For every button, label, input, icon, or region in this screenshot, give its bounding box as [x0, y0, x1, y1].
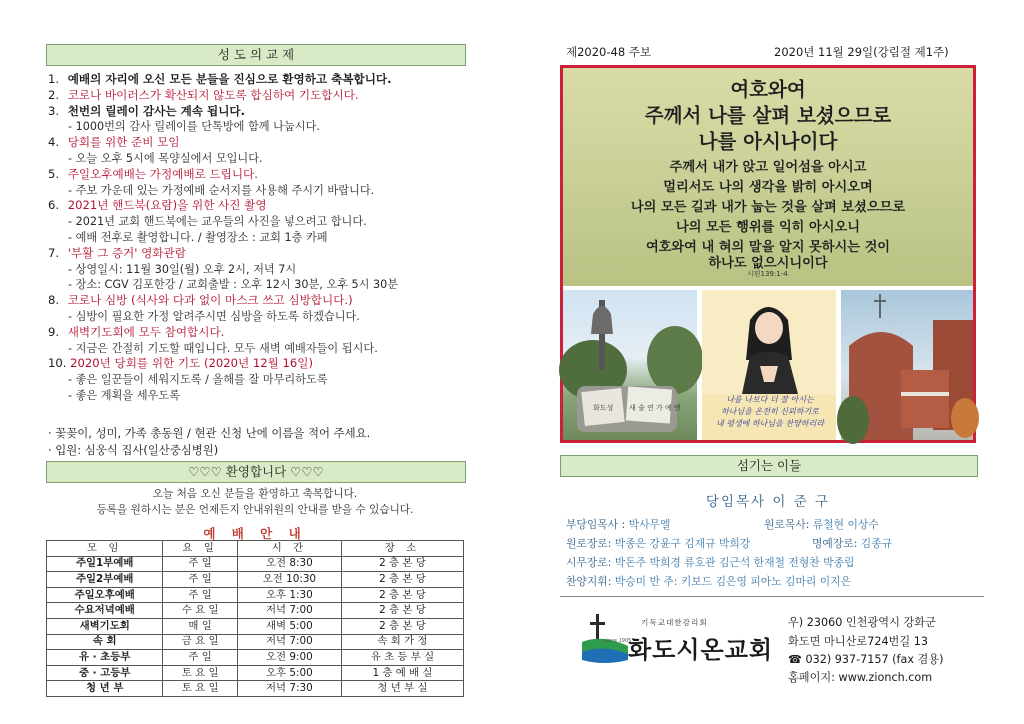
service-cell: 청 년 부 실: [341, 681, 463, 697]
service-cell: 수 요 일: [163, 603, 237, 619]
item-number: 10.: [48, 356, 67, 371]
verse-reference: 시편139:1-4: [747, 270, 788, 278]
item-text: 예배의 자리에 오신 모든 분들을 진심으로 환영하고 축복합니다.: [67, 72, 392, 86]
announcement-item: [48, 356, 478, 372]
verse-line-3: 나의 모든 길과 내가 눕는 것을 살펴 보셨으므로: [630, 200, 906, 215]
announcement-detail: - 지금은 간절히 기도할 때입니다. 모두 새벽 예배자들이 됩시다.: [68, 341, 378, 355]
service-cell: 주일1부예배: [47, 556, 163, 572]
staff-label-2: 명예장로: 김종규: [812, 537, 893, 550]
item-text: 2020년 당회를 위한 기도 (2020년 12월 16일): [70, 356, 314, 371]
verse-title-3: 나를 아시나이다: [698, 130, 838, 153]
service-cell: 주일2부예배: [47, 572, 163, 588]
item-text: 천번의 릴레이 감사는 계속 됩니다.: [67, 103, 246, 118]
service-cell: 수요저녁예배: [47, 603, 163, 619]
service-row: [47, 572, 464, 588]
announcement-detail: - 2021년 교회 핸드북에는 교우들의 사진을 넣으려고 합니다.: [68, 215, 367, 229]
service-cell: 주 일: [163, 650, 237, 666]
staff-line-4: [566, 574, 986, 589]
service-cell: 청 년 부: [47, 681, 163, 697]
verse-line-1: 주께서 내가 앉고 일어섬을 아시고: [669, 160, 867, 175]
fellowship-header: [46, 44, 466, 66]
service-column-header: 시 간: [237, 541, 341, 557]
service-guide-title: 예 배 안 내: [203, 526, 307, 541]
service-cell: 오전 10:30: [237, 572, 341, 588]
item-number: 6.: [48, 198, 60, 213]
staff-label: 원로장로:: [566, 537, 615, 550]
welcome-line-2: 등록을 원하시는 분은 언제든지 안내위원의 안내를 받을 수 있습니다.: [96, 504, 414, 516]
announcement-item: [48, 88, 478, 104]
church-logo-icon: [582, 612, 632, 664]
service-cell: 새벽기도회: [47, 618, 163, 634]
service-cell: 저녁 7:00: [237, 634, 341, 650]
bell-monument-image: [563, 290, 697, 440]
verse-line-2: 멀리서도 나의 생각을 밝히 아시오며: [663, 180, 873, 195]
service-cell: 속 회: [47, 634, 163, 650]
service-cell: 토 요 일: [163, 665, 237, 681]
footer-divider: [560, 596, 984, 597]
note-flowers: · 꽃꽂이, 성미, 가족 총동원 / 현관 신청 난에 이름을 적어 주세요.: [48, 426, 371, 440]
service-column-header: 요 일: [163, 541, 237, 557]
announcement-detail: - 상영일시: 11월 30일(월) 오후 2시, 저녁 7시: [68, 262, 297, 276]
announcement-item: [48, 135, 478, 151]
announcement-detail: - 좋은 계획을 세우도록: [68, 388, 180, 402]
verse-line-4: 나의 모든 행위를 익히 아시오니: [676, 220, 860, 235]
service-column-header: 모 임: [47, 541, 163, 557]
announcement-detail: - 오늘 오후 5시에 목양실에서 모입니다.: [68, 151, 263, 165]
cartoon-panel: [702, 290, 836, 440]
announcement-item: [48, 167, 478, 183]
service-cell: 저녁 7:30: [237, 681, 341, 697]
staff-names: 박종은 강윤구 김재규 박희강: [614, 537, 751, 550]
verse-title-1: 여호와여: [730, 78, 806, 101]
announcement-list: [48, 72, 478, 404]
announcement-detail: - 장소: CGV 김포한강 / 교회출발 : 오후 12시 30분, 오후 5시 30분: [68, 278, 399, 292]
staff-names: 박사무엘: [628, 518, 671, 531]
homepage-line: 홈페이지: www.zionch.com: [788, 671, 933, 684]
service-cell: 금 요 일: [163, 634, 237, 650]
service-cell: 매 일: [163, 618, 237, 634]
service-table: [46, 540, 464, 697]
notes-block: [48, 425, 370, 459]
item-text: 새벽기도회에 모두 참여합시다.: [67, 324, 225, 339]
announcement-item: [48, 104, 478, 120]
service-cell: 중 · 고등부: [47, 665, 163, 681]
cartoon-caption: [708, 394, 832, 430]
service-row: [47, 665, 464, 681]
staff-line-1: [566, 517, 986, 532]
cartoon-line-2: 하나님을 온전히 신뢰하기로: [721, 407, 819, 416]
announcement-item: [48, 325, 478, 341]
issue-date: 2020년 11월 29일(강림절 제1주): [774, 45, 949, 59]
service-cell: 유 · 초등부: [47, 650, 163, 666]
announcement-detail: - 좋은 일꾼들이 세워지도록 / 올해를 잘 마무리하도록: [68, 373, 328, 387]
service-cell: 2 층 본 당: [341, 618, 463, 634]
service-row: [47, 556, 464, 572]
service-cell: 2 층 본 당: [341, 587, 463, 603]
announcement-detail: - 심방이 필요한 가정 알려주시면 심방을 하도록 하겠습니다.: [68, 309, 360, 323]
service-cell: 2 층 본 당: [341, 603, 463, 619]
service-row: [47, 618, 464, 634]
issue-number: 제2020-48 주보: [566, 45, 652, 59]
item-number: 4.: [48, 135, 60, 150]
welcome-line-1: 오늘 처음 오신 분들을 환영하고 축복합니다.: [152, 488, 358, 500]
church-building-image: [841, 290, 973, 440]
service-cell: 주 일: [163, 556, 237, 572]
service-cell: 오전 9:00: [237, 650, 341, 666]
staff-names: 박돈주 박희경 류호관 김근석 한재철 전형찬 박종립: [614, 556, 855, 569]
announcement-detail: - 1000번의 감사 릴레이를 단톡방에 함께 나눕시다.: [68, 120, 320, 134]
service-row: [47, 650, 464, 666]
item-text: 코로나 심방 (식사와 다과 없이 마스크 쓰고 심방합니다.): [67, 293, 353, 308]
logo-since-text: since 1905: [604, 638, 632, 644]
item-text: 당회를 위한 준비 모임: [67, 135, 180, 150]
service-cell: 1 층 예 배 실: [341, 665, 463, 681]
service-cell: 주일오후예배: [47, 587, 163, 603]
item-text: '부활 그 증거' 영화관람: [67, 245, 186, 260]
announcement-item: [48, 72, 478, 88]
verse-title-2: 주께서 나를 살펴 보셨으므로: [644, 104, 892, 127]
service-cell: 새벽 5:00: [237, 618, 341, 634]
item-number: 3.: [48, 103, 60, 118]
monument-inscription-1: 화도성: [593, 404, 614, 412]
service-cell: 2 층 본 당: [341, 556, 463, 572]
service-cell: 속 회 가 정: [341, 634, 463, 650]
service-cell: 토 요 일: [163, 681, 237, 697]
note-hospital: · 입원: 심웅식 집사(일산중심병원): [48, 443, 219, 457]
announcement-detail: - 예배 전후로 촬영합니다. / 촬영장소 : 교회 1층 카페: [68, 230, 328, 244]
item-number: 9.: [48, 324, 60, 339]
staff-line-2: [566, 536, 986, 551]
denomination-label: 기독교대한감리회: [641, 618, 708, 627]
verse-line-6: 하나도 없으시니이다: [708, 256, 828, 271]
address-line-1: 우) 23060 인천광역시 강화군: [788, 616, 936, 629]
phone-line: ☎ 032) 937-7157 (fax 겸용): [788, 653, 944, 666]
church-name: 화도시온교회: [628, 636, 774, 664]
church-building-photo: [841, 290, 973, 440]
service-cell: 오후 1:30: [237, 587, 341, 603]
staff-line-3: [566, 555, 986, 570]
senior-pastor: 당임목사 이 준 구: [705, 494, 831, 510]
service-cell: 오후 5:00: [237, 665, 341, 681]
cartoon-line-3: 내 평생에 하나님을 찬양하리라: [715, 419, 825, 428]
monument-inscription-2: 새 술 연 가 예 엔: [629, 404, 681, 412]
item-number: 7.: [48, 245, 60, 260]
item-text: 주일오후예배는 가정예배로 드립니다.: [67, 166, 258, 181]
item-number: 5.: [48, 166, 60, 181]
service-row: [47, 587, 464, 603]
announcement-item: [48, 198, 478, 214]
cartoon-line-1: 나를 나보다 더 잘 아시는: [726, 395, 814, 404]
service-cell: 주 일: [163, 587, 237, 603]
verse-panel: [563, 68, 973, 286]
welcome-title: ♡♡♡ 환영합니다 ♡♡♡: [188, 464, 324, 479]
welcome-text: [46, 486, 464, 518]
fellowship-title: 성 도 의 교 제: [217, 47, 295, 62]
service-cell: 2 층 본 당: [341, 572, 463, 588]
servers-title: 섬기는 이들: [736, 458, 802, 473]
service-cell: 주 일: [163, 572, 237, 588]
service-row: [47, 681, 464, 697]
welcome-header: [46, 461, 466, 483]
praying-woman-illustration: [702, 290, 836, 394]
staff-label-2: 원로목사: 류철현 이상수: [764, 518, 879, 531]
service-row: [47, 603, 464, 619]
staff-label: 시무장로:: [566, 556, 615, 569]
item-text: 코로나 바이러스가 확산되지 않도록 합심하여 기도합시다.: [67, 87, 359, 102]
staff-names: 박승미 반 주: 키보드 김은영 피아노 김마리 이지은: [614, 575, 852, 588]
verse-line-5: 여호와여 내 혀의 말을 알지 못하시는 것이: [645, 240, 891, 255]
service-table-header: [47, 541, 464, 557]
item-number: 2.: [48, 87, 60, 102]
service-cell: 유 초 등 부 실: [341, 650, 463, 666]
service-row: [47, 634, 464, 650]
servers-header: [560, 455, 978, 477]
item-number: 1.: [48, 72, 60, 86]
item-text: 2021년 핸드북(요람)을 위한 사진 촬영: [67, 198, 267, 213]
service-cell: 저녁 7:00: [237, 603, 341, 619]
announcement-item: [48, 293, 478, 309]
announcement-item: [48, 246, 478, 262]
bell-monument-photo: [563, 290, 697, 440]
staff-label: 부당임목사 :: [566, 518, 629, 531]
address-line-2: 화도면 마니산로724번길 13: [788, 635, 928, 648]
scripture-banner: [560, 65, 976, 443]
staff-label: 찬양지휘:: [566, 575, 615, 588]
service-column-header: 장 소: [341, 541, 463, 557]
item-number: 8.: [48, 293, 60, 308]
announcement-detail: - 주보 가운데 있는 가정예배 순서지를 사용해 주시기 바랍니다.: [68, 183, 375, 197]
service-cell: 오전 8:30: [237, 556, 341, 572]
